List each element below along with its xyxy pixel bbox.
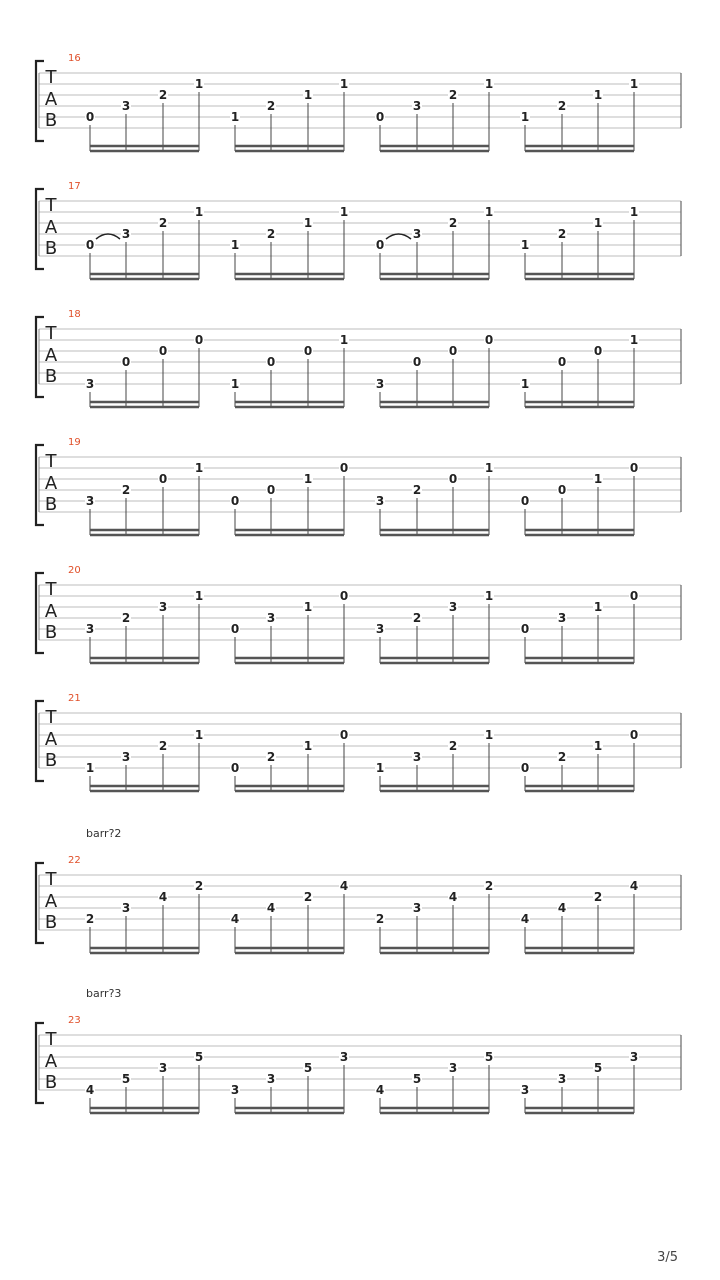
tab-clef-letter: T bbox=[45, 1029, 57, 1050]
tab-clef-letter: T bbox=[45, 451, 57, 472]
tab-clef-letter: A bbox=[44, 891, 58, 912]
tab-clef-letter: T bbox=[45, 195, 57, 216]
fret-number: 3 bbox=[85, 494, 95, 508]
fret-number: 4 bbox=[85, 1083, 95, 1097]
tab-clef-letter: B bbox=[44, 110, 58, 131]
measure-number: 22 bbox=[68, 855, 81, 866]
fret-number: 2 bbox=[158, 739, 168, 753]
measure-number: 18 bbox=[68, 309, 81, 320]
fret-number: 1 bbox=[194, 205, 204, 219]
fret-number: 1 bbox=[484, 728, 494, 742]
fret-number: 1 bbox=[339, 205, 349, 219]
fret-number: 0 bbox=[412, 355, 422, 369]
fret-number: 1 bbox=[593, 600, 603, 614]
fret-number: 5 bbox=[484, 1050, 494, 1064]
tab-clef-letter: T bbox=[45, 869, 57, 890]
tab-clef-letter: B bbox=[44, 494, 58, 515]
fret-number: 0 bbox=[194, 333, 204, 347]
fret-number: 0 bbox=[158, 344, 168, 358]
fret-number: 2 bbox=[158, 88, 168, 102]
fret-number: 3 bbox=[85, 622, 95, 636]
fret-number: 2 bbox=[266, 99, 276, 113]
fret-number: 0 bbox=[520, 494, 530, 508]
fret-number: 2 bbox=[448, 216, 458, 230]
tab-system-16 bbox=[36, 53, 681, 151]
fret-number: 1 bbox=[194, 728, 204, 742]
tab-clef-letter: B bbox=[44, 622, 58, 643]
tab-clef-letter: A bbox=[44, 1051, 58, 1072]
fret-number: 4 bbox=[339, 879, 349, 893]
tab-clef-letter: A bbox=[44, 217, 58, 238]
fret-number: 1 bbox=[593, 216, 603, 230]
fret-number: 0 bbox=[520, 761, 530, 775]
fret-number: 3 bbox=[158, 1061, 168, 1075]
measure-number: 17 bbox=[68, 181, 81, 192]
fret-number: 3 bbox=[375, 494, 385, 508]
tab-clef-letter: T bbox=[45, 579, 57, 600]
fret-number: 1 bbox=[339, 333, 349, 347]
fret-number: 0 bbox=[230, 494, 240, 508]
fret-number: 4 bbox=[448, 890, 458, 904]
tab-system-23 bbox=[36, 987, 681, 1113]
fret-number: 1 bbox=[484, 461, 494, 475]
fret-number: 4 bbox=[520, 912, 530, 926]
fret-number: 1 bbox=[593, 739, 603, 753]
tab-system-18 bbox=[36, 309, 681, 407]
fret-number: 3 bbox=[557, 611, 567, 625]
fret-number: 2 bbox=[412, 611, 422, 625]
fret-number: 3 bbox=[375, 377, 385, 391]
fret-number: 3 bbox=[448, 1061, 458, 1075]
fret-number: 4 bbox=[629, 879, 639, 893]
fret-number: 1 bbox=[230, 377, 240, 391]
tab-clef-letter: B bbox=[44, 750, 58, 771]
fret-number: 2 bbox=[158, 216, 168, 230]
fret-number: 0 bbox=[230, 622, 240, 636]
fret-number: 0 bbox=[266, 355, 276, 369]
fret-number: 0 bbox=[230, 761, 240, 775]
measure-number: 16 bbox=[68, 53, 81, 64]
barre-annotation: barr?3 bbox=[86, 987, 122, 1000]
fret-number: 0 bbox=[557, 483, 567, 497]
fret-number: 3 bbox=[448, 600, 458, 614]
fret-number: 3 bbox=[412, 99, 422, 113]
tab-system-22 bbox=[36, 827, 681, 953]
fret-number: 1 bbox=[230, 110, 240, 124]
tab-system-19 bbox=[36, 437, 681, 535]
fret-number: 0 bbox=[629, 461, 639, 475]
tab-clef-letter: A bbox=[44, 89, 58, 110]
tab-clef-letter: B bbox=[44, 912, 58, 933]
fret-number: 3 bbox=[266, 1072, 276, 1086]
fret-number: 1 bbox=[303, 739, 313, 753]
fret-number: 1 bbox=[230, 238, 240, 252]
tab-clef-letter: A bbox=[44, 601, 58, 622]
fret-number: 0 bbox=[520, 622, 530, 636]
fret-number: 1 bbox=[629, 333, 639, 347]
fret-number: 0 bbox=[266, 483, 276, 497]
fret-number: 0 bbox=[448, 472, 458, 486]
fret-number: 5 bbox=[121, 1072, 131, 1086]
fret-number: 2 bbox=[121, 611, 131, 625]
tab-system-20 bbox=[36, 565, 681, 663]
fret-number: 1 bbox=[520, 377, 530, 391]
fret-number: 0 bbox=[85, 238, 95, 252]
tab-clef-letter: A bbox=[44, 473, 58, 494]
fret-number: 0 bbox=[339, 461, 349, 475]
fret-number: 2 bbox=[557, 750, 567, 764]
fret-number: 1 bbox=[520, 110, 530, 124]
fret-number: 1 bbox=[303, 600, 313, 614]
fret-number: 0 bbox=[339, 589, 349, 603]
fret-number: 0 bbox=[121, 355, 131, 369]
fret-number: 0 bbox=[557, 355, 567, 369]
fret-number: 0 bbox=[339, 728, 349, 742]
fret-number: 1 bbox=[303, 216, 313, 230]
fret-number: 1 bbox=[520, 238, 530, 252]
fret-number: 5 bbox=[412, 1072, 422, 1086]
fret-number: 3 bbox=[230, 1083, 240, 1097]
fret-number: 2 bbox=[593, 890, 603, 904]
fret-number: 3 bbox=[412, 227, 422, 241]
tab-clef-letter: T bbox=[45, 707, 57, 728]
fret-number: 2 bbox=[557, 227, 567, 241]
fret-number: 3 bbox=[557, 1072, 567, 1086]
fret-number: 2 bbox=[266, 227, 276, 241]
fret-number: 4 bbox=[266, 901, 276, 915]
fret-number: 1 bbox=[194, 589, 204, 603]
tab-clef-letter: A bbox=[44, 345, 58, 366]
fret-number: 2 bbox=[484, 879, 494, 893]
measure-number: 23 bbox=[68, 1015, 81, 1026]
fret-number: 1 bbox=[339, 77, 349, 91]
fret-number: 1 bbox=[194, 461, 204, 475]
fret-number: 3 bbox=[412, 750, 422, 764]
fret-number: 3 bbox=[520, 1083, 530, 1097]
fret-number: 3 bbox=[339, 1050, 349, 1064]
fret-number: 1 bbox=[629, 205, 639, 219]
fret-number: 1 bbox=[629, 77, 639, 91]
fret-number: 1 bbox=[375, 761, 385, 775]
fret-number: 3 bbox=[266, 611, 276, 625]
fret-number: 3 bbox=[121, 750, 131, 764]
fret-number: 2 bbox=[194, 879, 204, 893]
fret-number: 4 bbox=[375, 1083, 385, 1097]
fret-number: 0 bbox=[448, 344, 458, 358]
tab-clef-letter: B bbox=[44, 238, 58, 259]
fret-number: 2 bbox=[266, 750, 276, 764]
fret-number: 2 bbox=[448, 739, 458, 753]
fret-number: 3 bbox=[121, 99, 131, 113]
tie-arc bbox=[386, 234, 411, 239]
tie-arc bbox=[96, 234, 120, 239]
tab-clef-letter: T bbox=[45, 323, 57, 344]
fret-number: 0 bbox=[375, 110, 385, 124]
fret-number: 3 bbox=[158, 600, 168, 614]
fret-number: 3 bbox=[412, 901, 422, 915]
page-number: 3/5 bbox=[657, 1250, 678, 1265]
fret-number: 0 bbox=[303, 344, 313, 358]
tab-system-17 bbox=[36, 181, 681, 279]
fret-number: 2 bbox=[557, 99, 567, 113]
fret-number: 5 bbox=[303, 1061, 313, 1075]
fret-number: 5 bbox=[194, 1050, 204, 1064]
fret-number: 1 bbox=[303, 472, 313, 486]
fret-number: 2 bbox=[375, 912, 385, 926]
fret-number: 3 bbox=[121, 227, 131, 241]
tab-clef-letter: A bbox=[44, 729, 58, 750]
fret-number: 0 bbox=[375, 238, 385, 252]
barre-annotation: barr?2 bbox=[86, 827, 122, 840]
measure-number: 19 bbox=[68, 437, 81, 448]
fret-number: 0 bbox=[629, 728, 639, 742]
fret-number: 0 bbox=[593, 344, 603, 358]
fret-number: 1 bbox=[593, 472, 603, 486]
fret-number: 3 bbox=[629, 1050, 639, 1064]
fret-number: 3 bbox=[121, 901, 131, 915]
fret-number: 0 bbox=[158, 472, 168, 486]
fret-number: 2 bbox=[448, 88, 458, 102]
fret-number: 1 bbox=[303, 88, 313, 102]
fret-number: 1 bbox=[593, 88, 603, 102]
fret-number: 1 bbox=[194, 77, 204, 91]
fret-number: 0 bbox=[484, 333, 494, 347]
fret-number: 1 bbox=[484, 77, 494, 91]
fret-number: 4 bbox=[158, 890, 168, 904]
fret-number: 3 bbox=[85, 377, 95, 391]
tab-clef-letter: B bbox=[44, 366, 58, 387]
tab-clef-letter: B bbox=[44, 1072, 58, 1093]
fret-number: 4 bbox=[557, 901, 567, 915]
fret-number: 1 bbox=[484, 589, 494, 603]
fret-number: 0 bbox=[629, 589, 639, 603]
fret-number: 2 bbox=[85, 912, 95, 926]
fret-number: 2 bbox=[303, 890, 313, 904]
measure-number: 21 bbox=[68, 693, 81, 704]
fret-number: 1 bbox=[85, 761, 95, 775]
fret-number: 1 bbox=[484, 205, 494, 219]
tab-system-21 bbox=[36, 693, 681, 791]
fret-number: 5 bbox=[593, 1061, 603, 1075]
fret-number: 3 bbox=[375, 622, 385, 636]
fret-number: 4 bbox=[230, 912, 240, 926]
fret-number: 0 bbox=[85, 110, 95, 124]
measure-number: 20 bbox=[68, 565, 81, 576]
fret-number: 2 bbox=[412, 483, 422, 497]
tab-clef-letter: T bbox=[45, 67, 57, 88]
fret-number: 2 bbox=[121, 483, 131, 497]
